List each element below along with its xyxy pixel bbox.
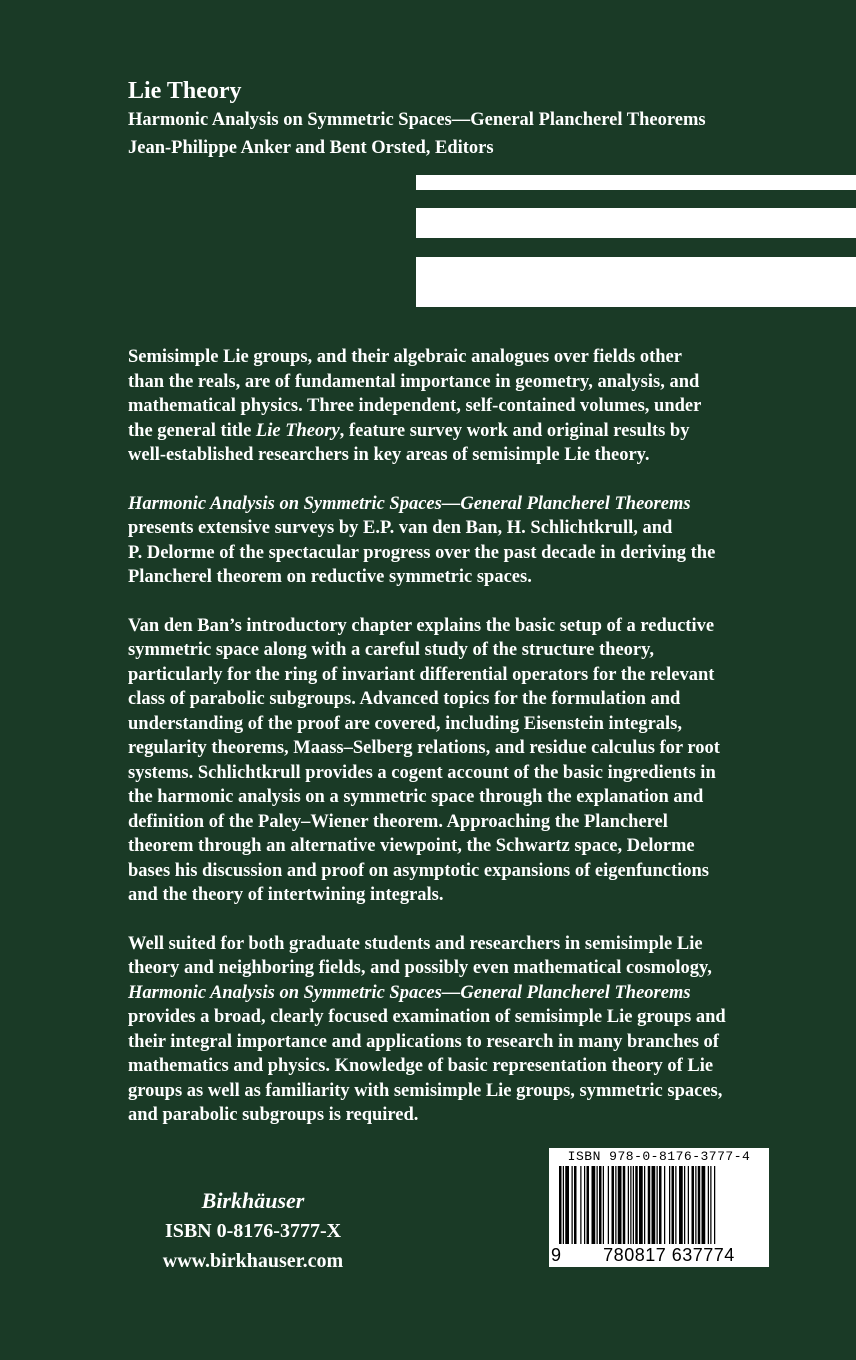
blurb-paragraph bbox=[128, 614, 778, 908]
barcode-digits bbox=[549, 1244, 769, 1266]
publisher-isbn: ISBN 0-8176-3777-X bbox=[164, 1220, 342, 1242]
blurb-line: the harmonic analysis on a symmetric space through the explanation and bbox=[128, 787, 704, 807]
decorative-stripe bbox=[416, 208, 856, 238]
cover-header bbox=[128, 76, 808, 162]
blurb-line: symmetric space along with a careful study of the structure theory, bbox=[128, 640, 654, 660]
blurb-text bbox=[128, 345, 778, 1152]
blurb-line: Harmonic Analysis on Symmetric Spaces—General Plancherel Theorems bbox=[128, 982, 691, 1003]
blurb-paragraph bbox=[128, 345, 778, 468]
blurb-line: definition of the Paley–Wiener theorem. Approaching the Plancherel bbox=[128, 811, 668, 832]
blurb-line: Van den Ban’s introductory chapter explains the basic setup of a reductive bbox=[128, 615, 715, 636]
barcode-digit-first: 9 bbox=[551, 1245, 562, 1265]
isbn-barcode bbox=[549, 1148, 769, 1267]
book-editors: Jean-Philippe Anker and Bent Orsted, Editors bbox=[128, 138, 494, 158]
blurb-line: Well suited for both graduate students and researchers in semisimple Lie bbox=[128, 933, 703, 954]
publisher-block bbox=[128, 1186, 378, 1276]
blurb-line: Plancherel theorem on reductive symmetric spaces. bbox=[128, 567, 532, 587]
blurb-line: systems. Schlichtkrull provides a cogent account of the basic ingredients in bbox=[128, 762, 716, 783]
publisher-url: www.birkhauser.com bbox=[162, 1250, 344, 1272]
book-subtitle: Harmonic Analysis on Symmetric Spaces—General Plancherel Theorems bbox=[128, 110, 706, 130]
blurb-line: Semisimple Lie groups, and their algebraic analogues over fields other bbox=[128, 347, 682, 367]
blurb-line: regularity theorems, Maass–Selberg relations, and residue calculus for root bbox=[128, 738, 720, 758]
blurb-line: and the theory of intertwining integrals. bbox=[128, 885, 444, 905]
book-title: Lie Theory bbox=[128, 78, 242, 104]
blurb-line: theory and neighboring fields, and possibly even mathematical cosmology, bbox=[128, 958, 712, 978]
blurb-line: bases his discussion and proof on asymptotic expansions of eigenfunctions bbox=[128, 860, 709, 881]
decorative-stripe bbox=[416, 257, 856, 307]
barcode-digits-rest: 780817 637774 bbox=[571, 1244, 767, 1266]
blurb-line: class of parabolic subgroups. Advanced topics for the formulation and bbox=[128, 689, 681, 709]
blurb-line: mathematics and physics. Knowledge of basic representation theory of Lie bbox=[128, 1056, 714, 1076]
blurb-paragraph bbox=[128, 932, 778, 1128]
blurb-line: understanding of the proof are covered, including Eisenstein integrals, bbox=[128, 713, 683, 734]
blurb-line: and parabolic subgroups is required. bbox=[128, 1105, 419, 1125]
blurb-line: theorem through an alternative viewpoint, the Schwartz space, Delorme bbox=[128, 836, 695, 856]
blurb-line: P. Delorme of the spectacular progress over the past decade in deriving the bbox=[128, 542, 716, 563]
blurb-line: mathematical physics. Three independent, self-contained volumes, under bbox=[128, 396, 702, 416]
blurb-paragraph bbox=[128, 492, 778, 590]
barcode-isbn-label: ISBN 978-0-8176-3777-4 bbox=[567, 1149, 751, 1164]
blurb-line: their integral importance and applications to research in many branches of bbox=[128, 1031, 719, 1052]
blurb-line: presents extensive surveys by E.P. van den Ban, H. Schlichtkrull, and bbox=[128, 518, 673, 538]
blurb-line: Harmonic Analysis on Symmetric Spaces—General Plancherel Theorems bbox=[128, 493, 691, 514]
blurb-line: particularly for the ring of invariant differential operators for the relevant bbox=[128, 664, 715, 685]
publisher-name: Birkhäuser bbox=[201, 1188, 305, 1213]
blurb-line: than the reals, are of fundamental importance in geometry, analysis, and bbox=[128, 371, 700, 392]
blurb-line: groups as well as familiarity with semisimple Lie groups, symmetric spaces, bbox=[128, 1080, 723, 1101]
blurb-line: provides a broad, clearly focused examination of semisimple Lie groups and bbox=[128, 1007, 726, 1027]
decorative-stripe bbox=[416, 175, 856, 190]
blurb-line: well-established researchers in key areas of semisimple Lie theory. bbox=[128, 445, 650, 465]
blurb-line: the general title Lie Theory, feature survey work and original results by bbox=[128, 420, 690, 441]
